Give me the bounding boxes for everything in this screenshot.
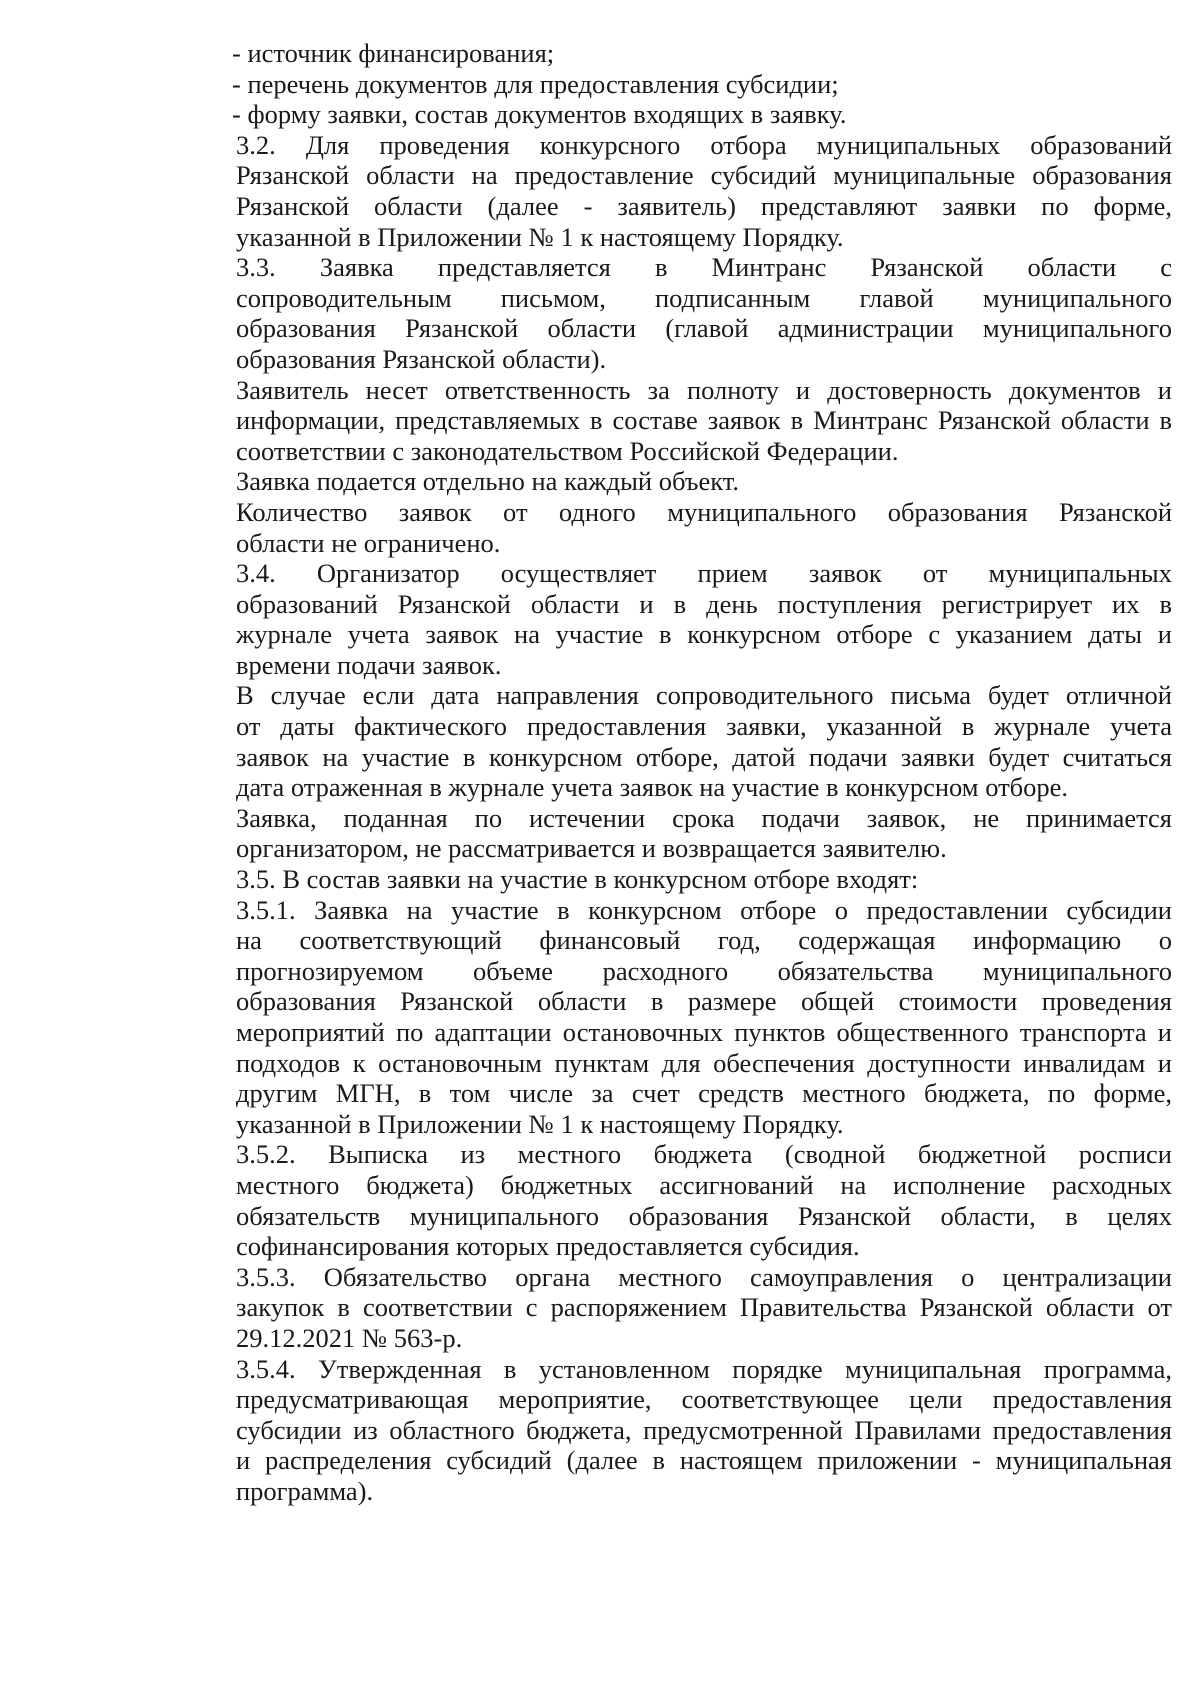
paragraph-3-3 [180,252,1172,374]
text-line: от даты фактического предоставления заявки, указанной в журнале учета [236,711,1172,742]
paragraph-funding-source [180,38,1172,69]
text-line: Заявка подается отдельно на каждый объект. [236,466,739,497]
text-line: образования Рязанской области). [236,343,607,374]
text-line: 3.3. Заявка представляется в Минтранс Рязанской области с [236,252,1172,283]
text-line: - перечень документов для предоставления субсидии; [232,68,839,99]
paragraph-3-5 [180,864,1172,895]
text-line: времени подачи заявок. [236,649,502,680]
text-line: Рязанской области на предоставление субсидий муниципальные образования [236,160,1172,191]
text-line: информации, представляемых в составе заявок в Минтранс Рязанской области в [236,405,1172,436]
paragraph-late-application [180,803,1172,864]
text-line: указанной в Приложении № 1 к настоящему Порядку. [236,1108,844,1139]
text-line: указанной в Приложении № 1 к настоящему Порядку. [236,221,844,252]
paragraph-unlimited-count [180,497,1172,558]
text-line: 3.5.3. Обязательство органа местного самоуправления о централизации [236,1261,1172,1292]
text-line: области не ограничено. [236,527,501,558]
text-line: 3.5.4. Утвержденная в установленном порядке муниципальная программа, [236,1353,1172,1384]
text-line: В случае если дата направления сопроводительного письма будет отличной [236,680,1172,711]
text-line: Заявитель несет ответственность за полноту и достоверность документов и [236,374,1172,405]
text-line: прогнозируемом объеме расходного обязательства муниципального [236,955,1172,986]
paragraph-documents-list [180,69,1172,100]
paragraph-3-5-1 [180,895,1172,1140]
paragraph-date-mismatch [180,680,1172,802]
paragraph-3-4 [180,558,1172,680]
text-line: субсидии из областного бюджета, предусмотренной Правилами предоставления [236,1414,1172,1445]
text-line: 3.5. В состав заявки на участие в конкурсном отборе входят: [236,864,919,895]
text-line: подходов к остановочным пунктам для обеспечения доступности инвалидам и [236,1047,1172,1078]
text-line: и распределения субсидий (далее в настоящем приложении - муниципальная [236,1445,1172,1476]
text-line: софинансирования которых предоставляется субсидия. [236,1231,860,1262]
text-line: на соответствующий финансовый год, содержащая информацию о [236,925,1172,956]
text-line: заявок на участие в конкурсном отборе, датой подачи заявки будет считаться [236,741,1172,772]
text-line: соответствии с законодательством Российской Федерации. [236,435,899,466]
text-line: журнале учета заявок на участие в конкурсном отборе с указанием даты и [236,619,1172,650]
text-line: Количество заявок от одного муниципального образования Рязанской [236,496,1172,527]
text-line: образования Рязанской области (главой администрации муниципального [236,313,1172,344]
paragraph-per-object [180,466,1172,497]
text-line: организатором, не рассматривается и возвращается заявителю. [236,833,947,864]
paragraph-3-5-2 [180,1139,1172,1261]
text-line: 3.4. Организатор осуществляет прием заявок от муниципальных [236,558,1172,589]
paragraph-3-2 [180,130,1172,252]
text-line: дата отраженная в журнале учета заявок на участие в конкурсном отборе. [236,772,1069,803]
text-line: - источник финансирования; [232,38,555,68]
text-line: предусматривающая мероприятие, соответствующее цели предоставления [236,1384,1172,1415]
paragraph-application-form [180,99,1172,130]
text-line: 3.2. Для проведения конкурсного отбора муниципальных образований [236,129,1172,160]
paragraph-3-5-3 [180,1262,1172,1354]
text-line: закупок в соответствии с распоряжением Правительства Рязанской области от [236,1292,1172,1323]
text-line: образования Рязанской области в размере общей стоимости проведения [236,986,1172,1017]
text-line: местного бюджета) бюджетных ассигнований на исполнение расходных [236,1169,1172,1200]
text-line: мероприятий по адаптации остановочных пунктов общественного транспорта и [236,1017,1172,1047]
text-line: 29.12.2021 № 563-р. [236,1322,463,1353]
text-line: - форму заявки, состав документов входящих в заявку. [232,99,847,130]
text-line: другим МГН, в том числе за счет средств местного бюджета, по форме, [236,1078,1172,1109]
text-line: программа). [236,1475,374,1506]
document-page [180,38,1172,1507]
paragraph-applicant-responsibility [180,375,1172,467]
text-line: Рязанской области (далее - заявитель) представляют заявки по форме, [236,190,1172,221]
paragraph-3-5-4 [180,1354,1172,1507]
text-line: 3.5.2. Выписка из местного бюджета (сводной бюджетной росписи [236,1139,1172,1170]
text-line: обязательств муниципального образования Рязанской области, в целях [236,1200,1172,1231]
text-line: сопроводительным письмом, подписанным главой муниципального [236,282,1172,313]
text-line: 3.5.1. Заявка на участие в конкурсном отборе о предоставлении субсидии [236,894,1172,925]
text-line: образований Рязанской области и в день поступления регистрирует их в [236,588,1172,619]
text-line: Заявка, поданная по истечении срока подачи заявок, не принимается [236,802,1172,833]
